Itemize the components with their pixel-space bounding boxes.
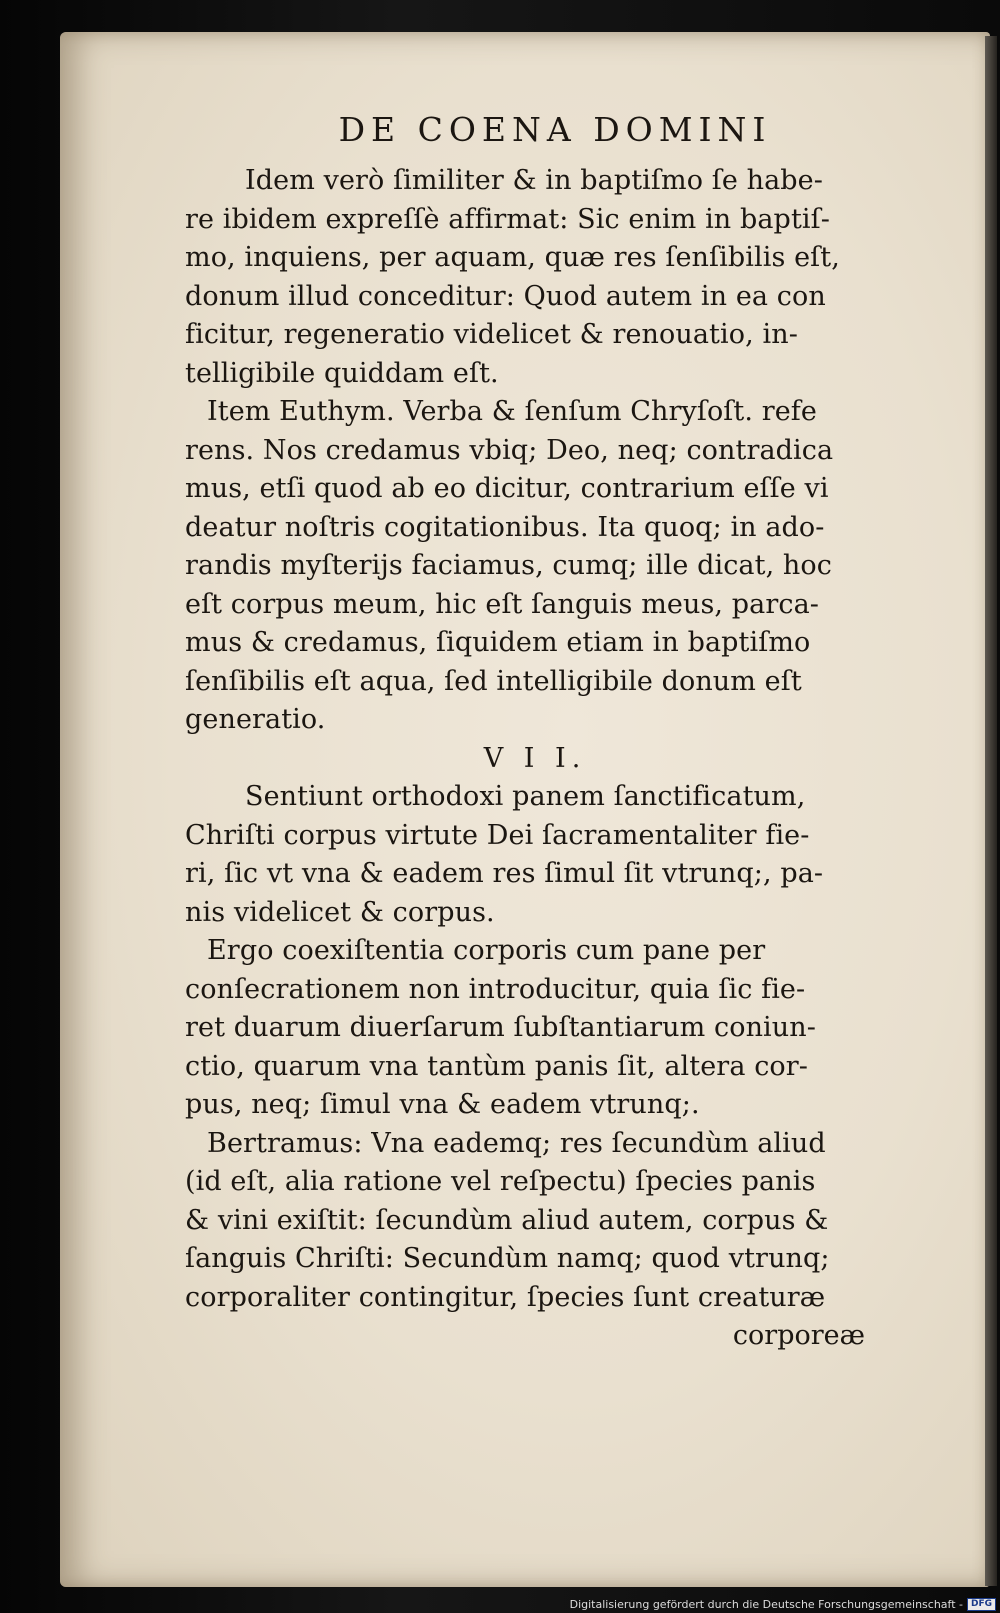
text-line: mus, etſi quod ab eo dicitur, contrarium eſſe vi: [185, 473, 829, 504]
text-line: ctio, quarum vna tantùm panis ſit, altera cor-: [185, 1050, 809, 1082]
text-line: mus & credamus, ſiquidem etiam in baptiſmo: [185, 627, 811, 658]
text-line: corporaliter contingitur, ſpecies ſunt creaturæ: [185, 1281, 826, 1313]
text-line: mo, inquiens, per aquam, quæ res ſenſibilis eſt,: [185, 242, 840, 273]
catchword: corporeæ: [732, 1320, 865, 1351]
text-line: pus, neq; ſimul vna & eadem vtrunq;.: [185, 1089, 700, 1120]
text-line: Ergo coexiſtentia corporis cum pane per: [207, 935, 766, 966]
text-line: Chriſti corpus virtute Dei ſacramentaliter fie-: [185, 819, 810, 851]
text-line: Sentiunt orthodoxi panem ſanctificatum,: [245, 781, 806, 812]
text-line: rens. Nos credamus vbiq; Deo, neq; contradica: [185, 434, 834, 466]
text-line: randis myſterijs faciamus, cumq; ille dicat, hoc: [185, 550, 832, 581]
text-line: telligibile quiddam eſt.: [185, 357, 499, 389]
page-text: [185, 108, 865, 1356]
dfg-logo-icon: DFG: [967, 1598, 996, 1611]
funding-footer: [570, 1598, 996, 1611]
text-line: eſt corpus meum, hic eſt ſanguis meus, parca-: [185, 588, 820, 620]
text-line: Bertramus: Vna eademq; res ſecundùm aliud: [207, 1127, 826, 1159]
running-head: DE COENA DOMINI: [338, 110, 772, 149]
text-line: (id eſt, alia ratione vel reſpectu) ſpecies panis: [185, 1166, 816, 1197]
text-line: deatur noſtris cogitationibus. Ita quoq; in ado-: [185, 511, 825, 543]
text-line: ficitur, regeneratio videlicet & renouatio, in-: [185, 319, 798, 350]
text-line: ri, ſic vt vna & eadem res ſimul ſit vtrunq;, pa-: [185, 858, 824, 889]
text-line: & vini exiſtit: ſecundùm aliud autem, corpus &: [185, 1204, 829, 1236]
page-edge: [985, 36, 997, 1586]
text-line: nis videlicet & corpus.: [185, 896, 495, 928]
text-line: Item Euthym. Verba & ſenſum Chryſoſt. refe: [207, 396, 817, 427]
text-line: conſecrationem non introducitur, quia ſic fie-: [185, 973, 806, 1005]
text-line: ret duarum diuerſarum ſubſtantiarum coniun-: [185, 1012, 816, 1043]
footer-text: Digitalisierung gefördert durch die Deutsche Forschungsgemeinschaft -: [569, 1598, 963, 1611]
section-number: V I I.: [483, 742, 587, 774]
text-line: generatio.: [185, 704, 326, 735]
text-line: re ibidem expreſſè affirmat: Sic enim in baptiſ-: [185, 203, 830, 235]
text-line: Idem verò ſimiliter & in baptiſmo ſe habe-: [245, 165, 823, 196]
text-line: ſanguis Chriſti: Secundùm namq; quod vtrunq;: [185, 1243, 830, 1274]
text-line: donum illud conceditur: Quod autem in ea con: [185, 280, 826, 312]
text-line: ſenſibilis eſt aqua, ſed intelligibile donum eſt: [185, 665, 802, 697]
